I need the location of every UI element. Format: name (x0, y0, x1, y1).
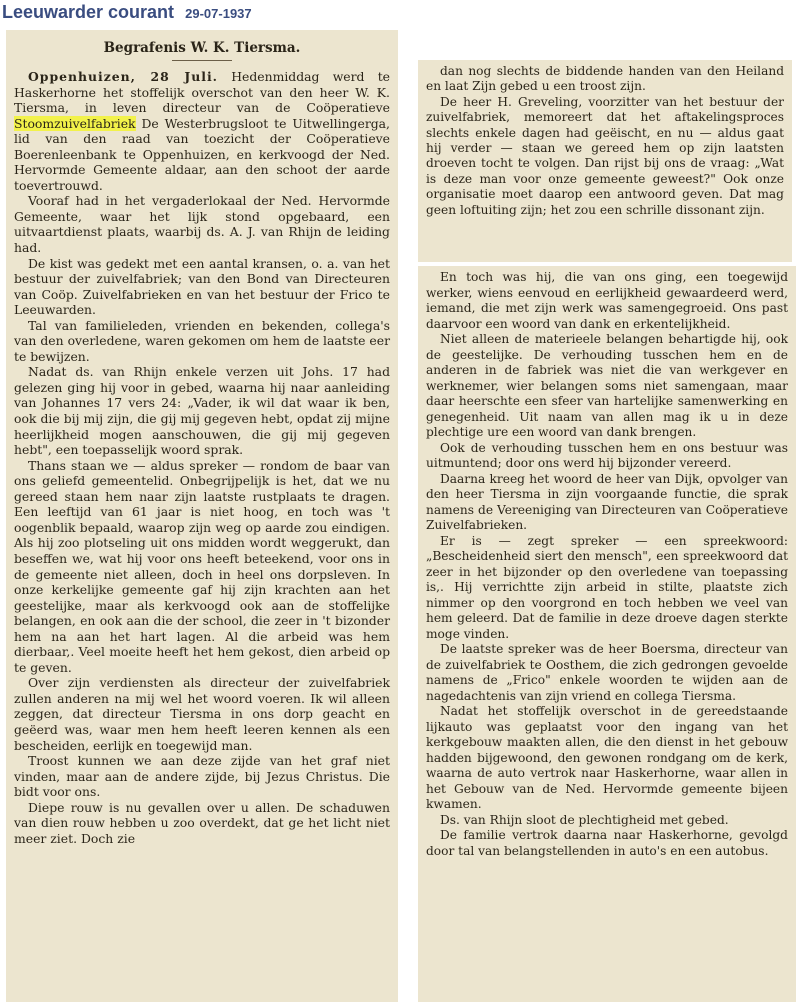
paragraph: De heer H. Greveling, voorzitter van het bestuur der zuivelfabriek, memoreert dat het aftakelingsproces slechts enkele dagen had geëischt, en nu — aldus gaat hij verder — staan we gereed hem op zijn laatsten droeven tocht te volgen. Dan rijst bij ons de vraag: „Wat is deze man voor onze gemeente geweest?" Ook onze organisatie moet daarop een antwoord geven. Dat mag geen loftuiting zijn; het zou een schrille dissonant zijn. (426, 94, 784, 217)
paragraph: dan nog slechts de biddende handen van den Heiland en laat Zijn gebed u een troost zijn. (426, 64, 784, 94)
paragraph: Thans staan we — aldus spreker — rondom de baar van ons geliefd gemeentelid. Onbegrijpelijk is het, dat we nu gereed staan hem naar zijn laatste rustplaats te dragen. Een leeftijd van 61 jaar is niet hoog, en toch was 't oogenblik bepaald, waarop zijn weg op aarde zou eindigen. Als hij zoo plotseling uit ons midden wordt weggerukt, dan beseffen we, wat hij voor ons heeft beteekend, voor ons in de gemeente niet alleen, doch in heel ons dorpsleven. In onze kerkelijke gemeente gaf hij zijn krachten aan het geestelijke, maar als kerkvoogd ook aan de stoffelijke belangen, en ook aan die der school, die zeer in 't bizonder hem na aan het hart lagen. Al die arbeid was hem dierbaar,. Veel moeite heeft het hem gekost, dien arbeid op te geven. (14, 457, 390, 675)
clipping-right-top (418, 60, 792, 262)
publication-date: 29-07-1937 (185, 6, 252, 21)
paragraph: Over zijn verdiensten als directeur der zuivelfabriek zullen anderen na mij wel het woord voeren. Ik wil alleen zeggen, dat directeur Tiersma in ons dorp geacht en geëerd was, waar men hem heeft leeren kennen als een bescheiden, eerlijk en toegewijd man. (14, 675, 390, 753)
lead-text-after: De Westerbrugsloot te Uitwellingerga, lid van den raad van toezicht der Coöperatieve Boerenleenbank te Oppenhuizen, en kerkvoogd der Ned. Hervormde Gemeente aldaar, aan den schoot der aarde toevertrouwd. (14, 115, 390, 193)
lead-text-before: Hedenmiddag werd te Haskerhorne het stoffelijk overschot van den heer W. K. Tiersma, in leven directeur van de Coöperatieve (14, 69, 391, 116)
paragraph: Tal van familieleden, vrienden en bekenden, collega's van den overledene, waren gekomen om hem de laatste eer te bewijzen. (14, 317, 390, 364)
clipping-left-column (6, 30, 398, 1002)
right-top-text (418, 60, 792, 218)
page-header (2, 2, 252, 26)
paragraph: Ook de verhouding tusschen hem en ons bestuur was uitmuntend; door ons werd hij bijzonder vereerd. (426, 440, 788, 470)
paragraph: Niet alleen de materieele belangen behartigde hij, ook de geestelijke. De verhouding tusschen hem en de anderen in de fabriek was niet die van werkgever en werknemer, wier belangen soms niet samengaan, maar daar heerschte een sfeer van hartelijke samenwerking en genegenheid. Uit naam van allen mag ik u in deze plechtige ure een woord van dank brengen. (426, 332, 788, 439)
dateline: Oppenhuizen, 28 Juli. (28, 69, 218, 84)
left-column-text (6, 30, 398, 846)
paragraph: Vooraf had in het vergaderlokaal der Ned. Hervormde Gemeente, waar het lijk stond opgebaard, een uitvaartdienst plaats, waarbij ds. A. J. van Rhijn de leiding had. (14, 193, 390, 256)
clipping-right-bottom (418, 266, 796, 1002)
paragraph: Nadat het stoffelijk overschot in de gereedstaande lijkauto was geplaatst voor den ingang van het kerkgebouw maakten allen, die den dienst in het gebouw hadden bijgewoond, den gewonen rondgang om de kerk, waarna de auto vertrok naar Haskerhorne, waar allen in het Gebouw van de Ned. Hervormde gemeente bijeen kwamen. (426, 704, 788, 811)
paragraph: Diepe rouw is nu gevallen over u allen. De schaduwen van dien rouw hebben u zoo overdekt, dat ge het licht niet meer ziet. Doch zie (14, 799, 390, 846)
paragraph: Daarna kreeg het woord de heer van Dijk, opvolger van den heer Tiersma in zijn voorgaande functie, die sprak namens de Vereeniging van Directeuren van Coöperatieve Zuivelfabrieken. (426, 471, 788, 532)
highlighted-term: Stoomzuivelfabriek (14, 115, 136, 131)
paragraph: Nadat ds. van Rhijn enkele verzen uit Johs. 17 had gelezen ging hij voor in gebed, waarna hij naar aanleiding van Johannes 17 vers 24: „Vader, ik wil dat waar ik ben, ook die bij mij zijn, die gij mij gegeven hebt, opdat zij mijne heerlijkheid mogen aanschouwen, die gij mij gegeven hebt", een toepasselijk woord sprak. (14, 364, 390, 458)
paragraph: De kist was gedekt met een aantal kransen, o. a. van het bestuur der zuivelfabriek; van den Bond van Directeuren van Coöp. Zuivelfabrieken en van het bestuur der Frico te Leeuwarden. (14, 255, 390, 318)
paragraph: Troost kunnen we aan deze zijde van het graf niet vinden, maar aan de andere zijde, bij Jezus Christus. Die bidt voor ons. (14, 753, 390, 800)
newspaper-name: Leeuwarder courant (2, 2, 175, 22)
paragraph: De familie vertrok daarna naar Haskerhorne, gevolgd door tal van belangstellenden in auto's en een autobus. (426, 828, 788, 858)
right-bottom-text (418, 266, 796, 859)
paragraph: De laatste spreker was de heer Boersma, directeur van de zuivelfabriek te Oosthem, die zich gedrongen gevoelde namens de „Frico" enkele woorden te wijden aan de nagedachtenis van zijn vriend en collega Tiersma. (426, 642, 788, 703)
paragraph: En toch was hij, die van ons ging, een toegewijd werker, wiens eenvoud en eerlijkheid gewaardeerd werd, iemand, die met zijn werk was samengegroeid. Ons past daarvoor een woord van dank en erkentelijkheid. (426, 270, 788, 331)
paragraph: Ds. van Rhijn sloot de plechtigheid met gebed. (440, 812, 729, 827)
lead-paragraph (14, 69, 390, 193)
paragraph: Er is — zegt spreker — een spreekwoord: „Bescheidenheid siert den mensch", een spreekwoord dat zeer in het bijzonder op den overledene van toepassing is,. Hij verrichtte zijn arbeid in stilte, plaatste zich nimmer op den voorgrond en toch hebben we veel van hem geleerd. Dat de familie in deze droeve dagen sterkte moge vinden. (426, 533, 788, 641)
article-title: Begrafenis W. K. Tiersma. (14, 40, 390, 61)
